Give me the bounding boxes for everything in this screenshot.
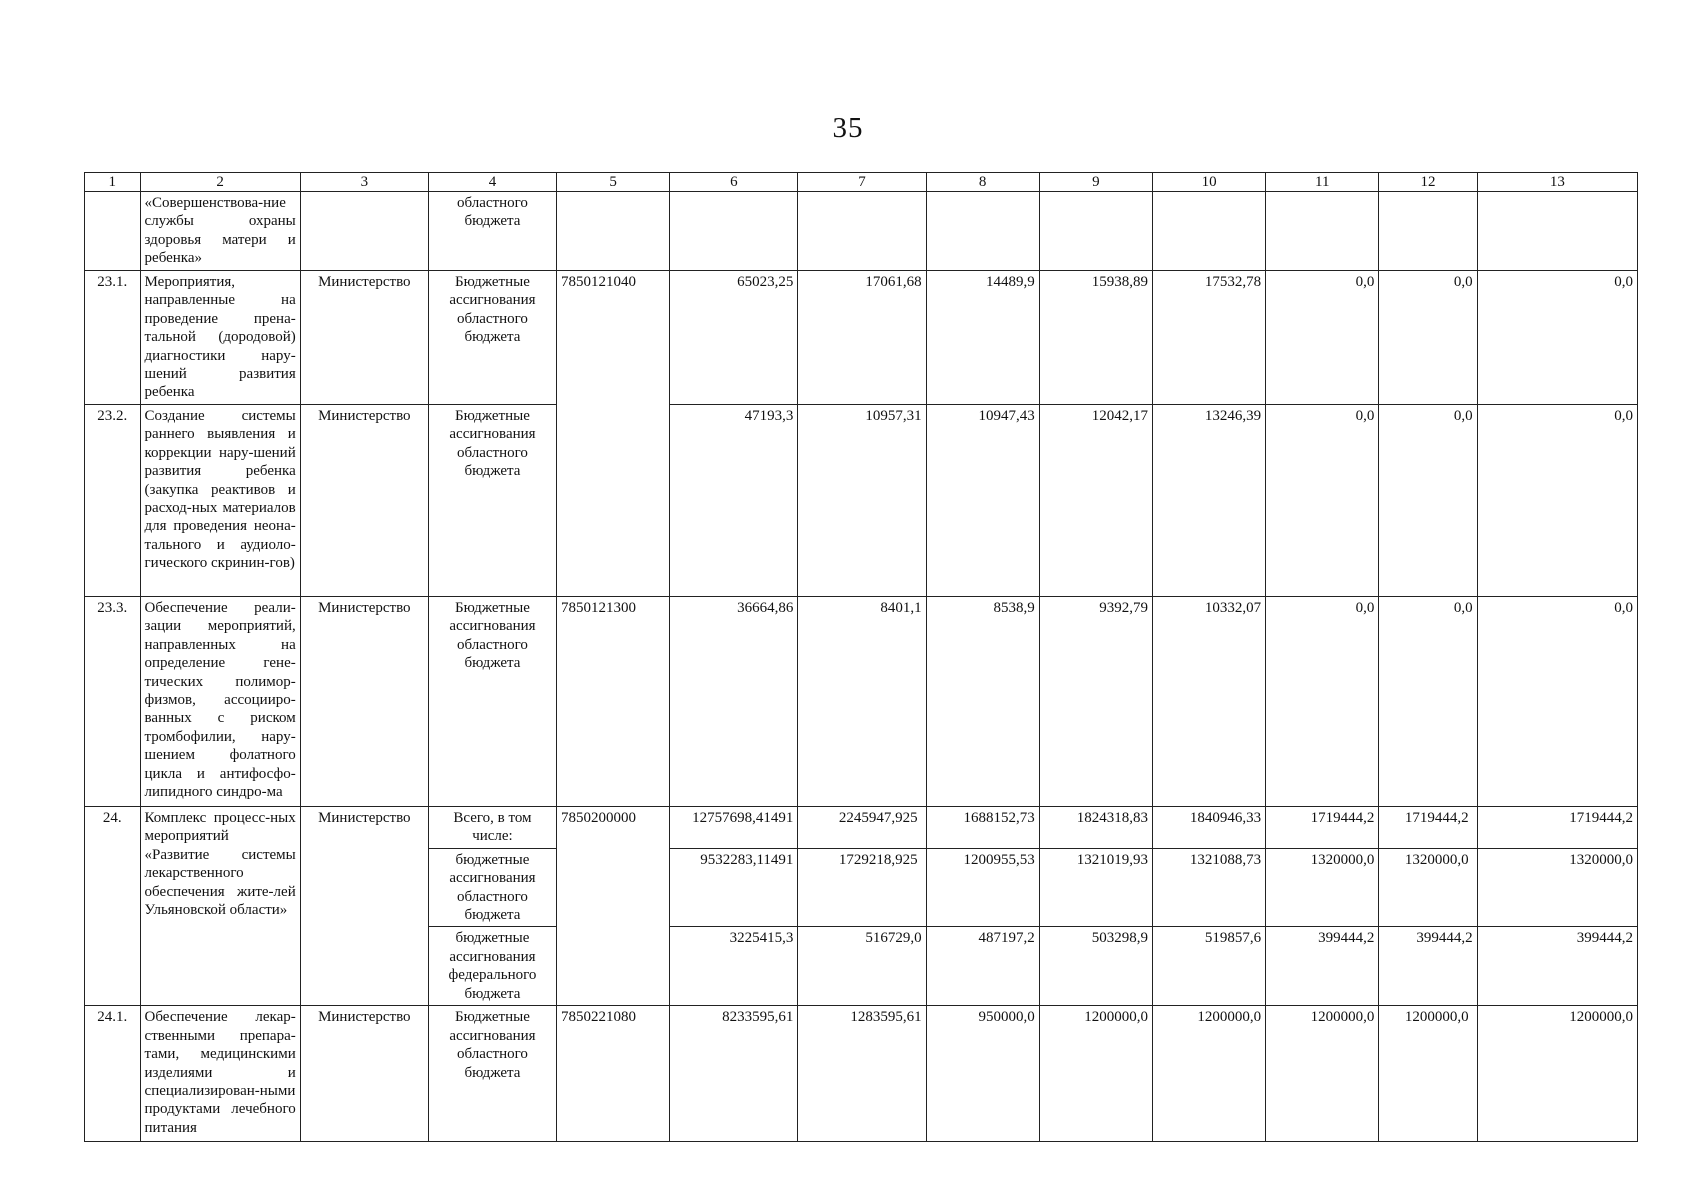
row-number: 23.1. — [85, 270, 141, 404]
executor: Министерство — [300, 404, 428, 596]
value-year-6: 399444,2 — [1379, 927, 1477, 1006]
value-year-1: 2245947,925 — [798, 806, 926, 848]
value-year-6: 1320000,0 — [1379, 848, 1477, 927]
value-year-7: 1320000,0 — [1477, 848, 1637, 927]
col-header-1: 1 — [85, 173, 141, 192]
value-year-3: 1824318,83 — [1039, 806, 1152, 848]
value-year-4: 519857,6 — [1152, 927, 1265, 1006]
value-year-6: 0,0 — [1379, 404, 1477, 596]
row-number: 24. — [85, 806, 141, 1005]
col-header-5: 5 — [557, 173, 670, 192]
value-year-6: 0,0 — [1379, 270, 1477, 404]
value-year-5: 1719444,2 — [1266, 806, 1379, 848]
col-header-7: 7 — [798, 173, 926, 192]
value-year-1: 516729,0 — [798, 927, 926, 1006]
value-year-3: 15938,89 — [1039, 270, 1152, 404]
funding-source-total: Всего, в том числе: — [428, 806, 556, 848]
column-number-row — [85, 173, 1638, 192]
row-number-cell — [85, 192, 141, 271]
value-year-4: 10332,07 — [1152, 596, 1265, 806]
executor: Министерство — [300, 806, 428, 1005]
col-header-4: 4 — [428, 173, 556, 192]
budget-code: 7850221080 — [557, 1006, 670, 1142]
budget-code: 7850121040 — [557, 270, 670, 404]
measure-description: Обеспечение лекар-ственными препара-тами, медицинскими изделиями и специализирован-ными продуктами лечебного питания — [140, 1006, 300, 1142]
budget-code: 7850200000 — [557, 806, 670, 1005]
funding-source: Бюджетные ассигнования областного бюджета — [428, 404, 556, 596]
value-year-4: 1840946,33 — [1152, 806, 1265, 848]
funding-source-regional: бюджетные ассигнования областного бюджета — [428, 848, 556, 927]
col-header-3: 3 — [300, 173, 428, 192]
value-year-5: 0,0 — [1266, 270, 1379, 404]
budget-code-empty — [557, 404, 670, 596]
value-year-1: 1283595,61 — [798, 1006, 926, 1142]
table-row-24-1 — [85, 1006, 1638, 1142]
value-total: 36664,86 — [670, 596, 798, 806]
value-year-7: 1719444,2 — [1477, 806, 1637, 848]
funding-source: Бюджетные ассигнования областного бюджета — [428, 1006, 556, 1142]
value-year-3: 9392,79 — [1039, 596, 1152, 806]
col-header-9: 9 — [1039, 173, 1152, 192]
value-total: 65023,25 — [670, 270, 798, 404]
value-year-4: 17532,78 — [1152, 270, 1265, 404]
value-year-6: 0,0 — [1379, 596, 1477, 806]
value-total: 12757698,41491 — [670, 806, 798, 848]
value-year-6: 1200000,0 — [1379, 1006, 1477, 1142]
value-year-7: 0,0 — [1477, 270, 1637, 404]
measure-description: «Совершенствова-ние службы охраны здоровья матери и ребенка» — [140, 192, 300, 271]
row-number: 24.1. — [85, 1006, 141, 1142]
value-year-6: 1719444,2 — [1379, 806, 1477, 848]
measure-description: Создание системы раннего выявления и коррекции нару-шений развития ребенка (закупка реактивов и расход-ных материалов для проведения неона-тального и аудиоло-гического скринин-гов) — [140, 404, 300, 596]
value-total: 47193,3 — [670, 404, 798, 596]
value-year-2: 8538,9 — [926, 596, 1039, 806]
table-row-24-total — [85, 806, 1638, 848]
executor: Министерство — [300, 1006, 428, 1142]
page-number: 35 — [832, 112, 864, 144]
value-year-2: 14489,9 — [926, 270, 1039, 404]
value-total: 9532283,11491 — [670, 848, 798, 927]
value-year-2: 950000,0 — [926, 1006, 1039, 1142]
value-year-3: 12042,17 — [1039, 404, 1152, 596]
value-year-1: 10957,31 — [798, 404, 926, 596]
funding-source: областного бюджета — [428, 192, 556, 271]
value-year-5: 0,0 — [1266, 404, 1379, 596]
value-year-1: 17061,68 — [798, 270, 926, 404]
measure-description: Мероприятия, направленные на проведение прена-тальной (дородовой) диагностики нару-шений развития ребенка — [140, 270, 300, 404]
table-row-23-2 — [85, 404, 1638, 596]
row-number: 23.2. — [85, 404, 141, 596]
value-year-7: 399444,2 — [1477, 927, 1637, 1006]
value-year-2: 1688152,73 — [926, 806, 1039, 848]
measure-description: Комплекс процесс-ных мероприятий «Развитие системы лекарственного обеспечения жите-лей Ульяновской области» — [140, 806, 300, 1005]
col-header-2: 2 — [140, 173, 300, 192]
value-year-7: 1200000,0 — [1477, 1006, 1637, 1142]
col-header-11: 11 — [1266, 173, 1379, 192]
funding-source-federal: бюджетные ассигнования федерального бюджета — [428, 927, 556, 1006]
funding-source: Бюджетные ассигнования областного бюджета — [428, 270, 556, 404]
value-year-3: 1321019,93 — [1039, 848, 1152, 927]
col-header-6: 6 — [670, 173, 798, 192]
value-year-3: 1200000,0 — [1039, 1006, 1152, 1142]
executor: Министерство — [300, 270, 428, 404]
executor: Министерство — [300, 596, 428, 806]
value-year-2: 487197,2 — [926, 927, 1039, 1006]
value-total: 8233595,61 — [670, 1006, 798, 1142]
value-total: 3225415,3 — [670, 927, 798, 1006]
value-year-5: 1200000,0 — [1266, 1006, 1379, 1142]
col-header-8: 8 — [926, 173, 1039, 192]
value-year-4: 1321088,73 — [1152, 848, 1265, 927]
value-year-4: 13246,39 — [1152, 404, 1265, 596]
budget-table — [84, 172, 1638, 1142]
funding-source: Бюджетные ассигнования областного бюджета — [428, 596, 556, 806]
budget-code: 7850121300 — [557, 596, 670, 806]
table-row-23-3 — [85, 596, 1638, 806]
value-year-5: 0,0 — [1266, 596, 1379, 806]
value-year-5: 1320000,0 — [1266, 848, 1379, 927]
value-year-1: 8401,1 — [798, 596, 926, 806]
value-year-3: 503298,9 — [1039, 927, 1152, 1006]
value-year-7: 0,0 — [1477, 596, 1637, 806]
value-year-7: 0,0 — [1477, 404, 1637, 596]
row-number: 23.3. — [85, 596, 141, 806]
value-year-2: 10947,43 — [926, 404, 1039, 596]
measure-description: Обеспечение реали-зации мероприятий, направленных на определение гене-тических полимор-физмов, ассоцииро-ванных с риском тромбофилии, нару-шением фолатного цикла и антифосфо-липидного синдро-ма — [140, 596, 300, 806]
col-header-10: 10 — [1152, 173, 1265, 192]
value-year-1: 1729218,925 — [798, 848, 926, 927]
table-row-continuation — [85, 192, 1638, 271]
value-year-2: 1200955,53 — [926, 848, 1039, 927]
value-year-5: 399444,2 — [1266, 927, 1379, 1006]
table-row-23-1 — [85, 270, 1638, 404]
value-year-4: 1200000,0 — [1152, 1006, 1265, 1142]
col-header-12: 12 — [1379, 173, 1477, 192]
col-header-13: 13 — [1477, 173, 1637, 192]
